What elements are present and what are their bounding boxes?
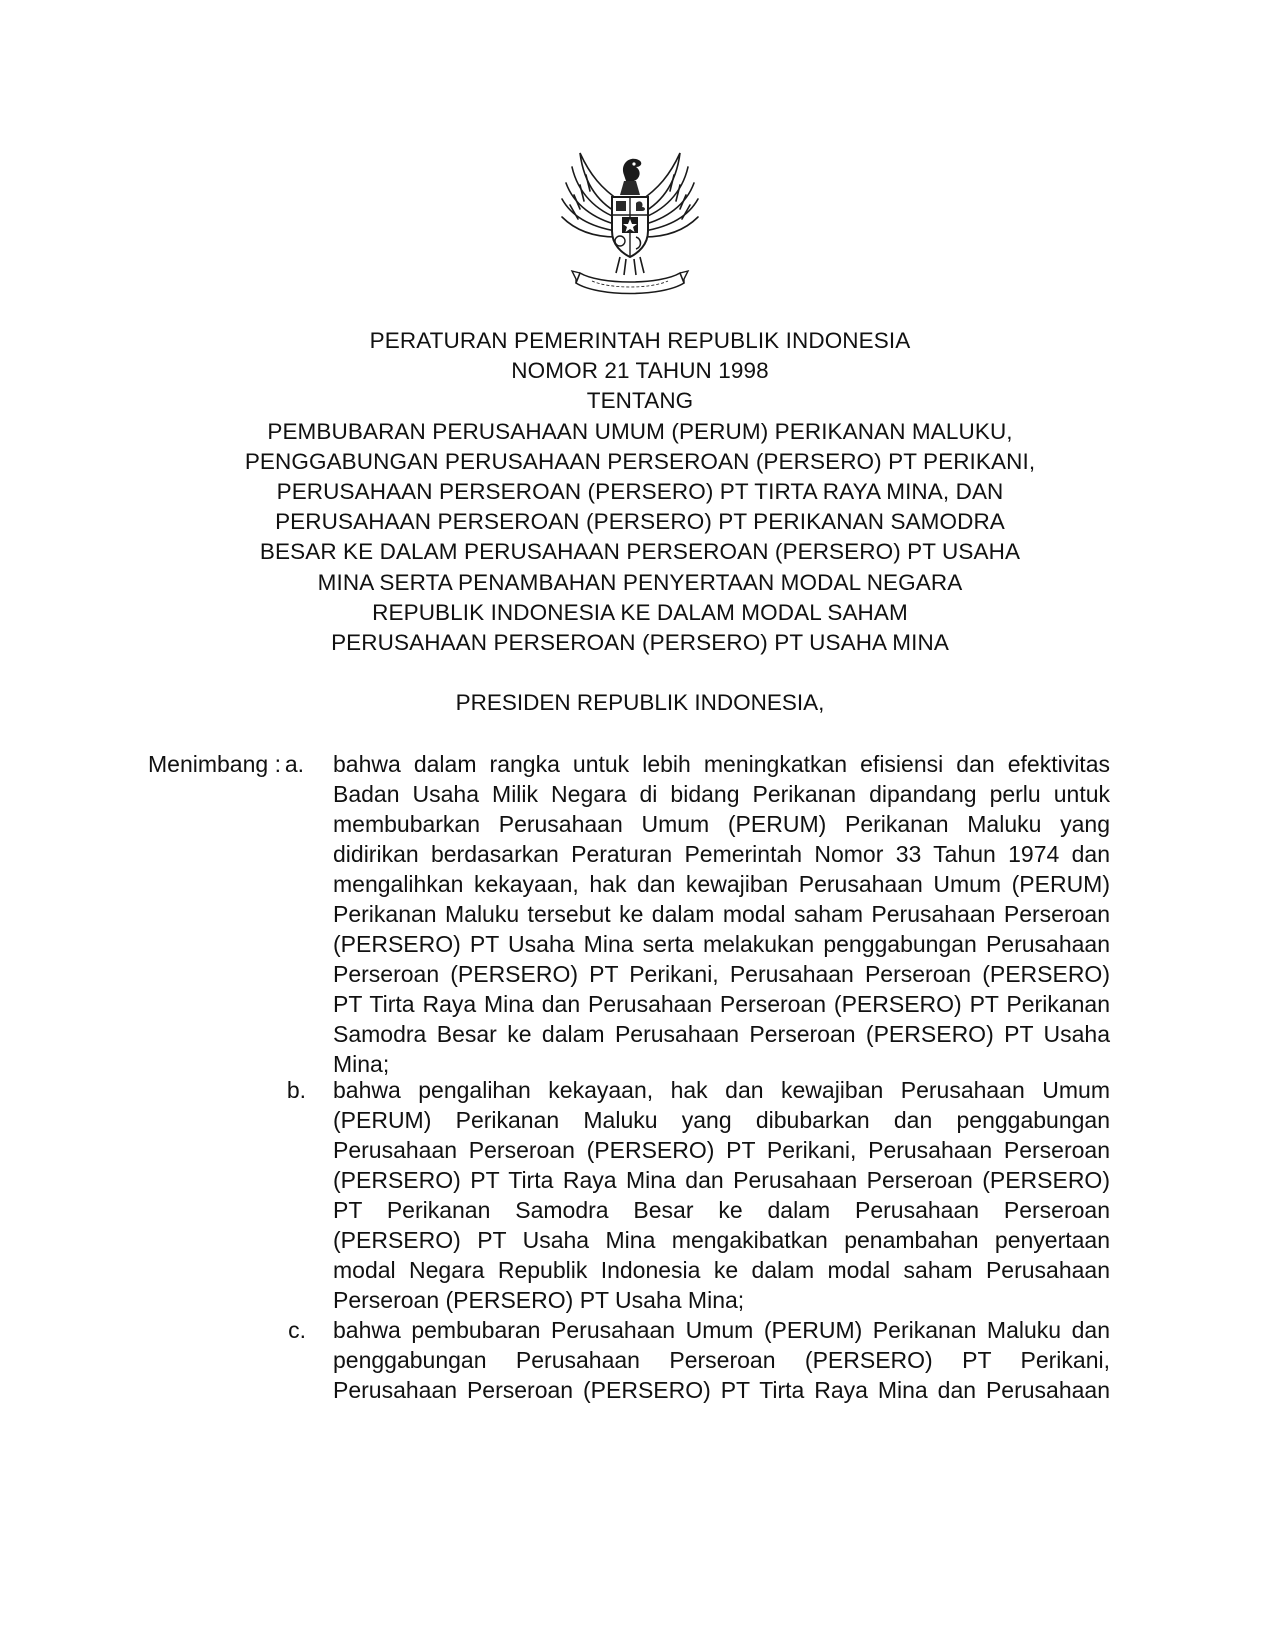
regulation-title [140, 326, 1140, 658]
considering-label: Menimbang : [148, 751, 281, 777]
item-letter-a: a. [284, 751, 304, 777]
item-letter-b: b. [286, 1077, 306, 1103]
title-line: BESAR KE DALAM PERUSAHAAN PERSEROAN (PERSERO) PT USAHA [259, 539, 1021, 565]
considering-item-c: bahwa pembubaran Perusahaan Umum (PERUM) Perikanan Maluku dan penggabungan Perusahaan Perseroan (PERSERO) PT Perikani, Perusahaan Perseroan (PERSERO) PT Tirta Raya Mina dan Perusahaan [333, 1317, 1110, 1403]
title-line: PERUSAHAAN PERSEROAN (PERSERO) PT USAHA MINA [331, 630, 949, 656]
garuda-emblem-icon [550, 145, 710, 305]
item-letter-c: c. [288, 1317, 306, 1343]
considering-item-a: bahwa dalam rangka untuk lebih meningkatkan efisiensi dan efektivitas Badan Usaha Milik Negara di bidang Perikanan dipandang perlu untuk membubarkan Perusahaan Umum (PERUM) Perikanan Maluku yang didirikan berdasarkan Peraturan Pemerintah Nomor 33 Tahun 1974 dan mengalihkan kekayaan, hak dan kewajiban Perusahaan Umum (PERUM) Perikanan Maluku tersebut ke dalam modal saham Perusahaan Perseroan (PERSERO) PT Usaha Mina serta melakukan penggabungan Perusahaan Perseroan (PERSERO) PT Perikani, Perusahaan Perseroan (PERSERO) PT Tirta Raya Mina dan Perusahaan Perseroan (PERSERO) PT Perikanan Samodra Besar ke dalam Perusahaan Perseroan (PERSERO) PT Usaha Mina; [333, 751, 1110, 1077]
considering-item-b: bahwa pengalihan kekayaan, hak dan kewajiban Perusahaan Umum (PERUM) Perikanan Maluku yang dibubarkan dan penggabungan Perusahaan Perseroan (PERSERO) PT Perikani, Perusahaan Perseroan (PERSERO) PT Tirta Raya Mina dan Perusahaan Perseroan (PERSERO) PT Perikanan Samodra Besar ke dalam Perusahaan Perseroan (PERSERO) PT Usaha Mina mengakibatkan penambahan penyertaan modal Negara Republik Indonesia ke dalam modal saham Perusahaan Perseroan (PERSERO) PT Usaha Mina; [333, 1077, 1110, 1313]
title-line: TENTANG [586, 388, 694, 414]
title-line: REPUBLIK INDONESIA KE DALAM MODAL SAHAM [372, 599, 908, 625]
title-line: MINA SERTA PENAMBAHAN PENYERTAAN MODAL NEGARA [317, 569, 963, 595]
title-line: PERUSAHAAN PERSEROAN (PERSERO) PT PERIKANAN SAMODRA [275, 509, 1005, 535]
president-heading: PRESIDEN REPUBLIK INDONESIA, [455, 690, 825, 715]
title-line: PENGGABUNGAN PERUSAHAAN PERSEROAN (PERSERO) PT PERIKANI, [244, 448, 1036, 474]
title-line: PERUSAHAAN PERSEROAN (PERSERO) PT TIRTA RAYA MINA, DAN [276, 479, 1004, 505]
title-line: NOMOR 21 TAHUN 1998 [511, 358, 769, 384]
title-line: PERATURAN PEMERINTAH REPUBLIK INDONESIA [369, 328, 911, 353]
title-line: PEMBUBARAN PERUSAHAAN UMUM (PERUM) PERIKANAN MALUKU, [267, 418, 1013, 444]
